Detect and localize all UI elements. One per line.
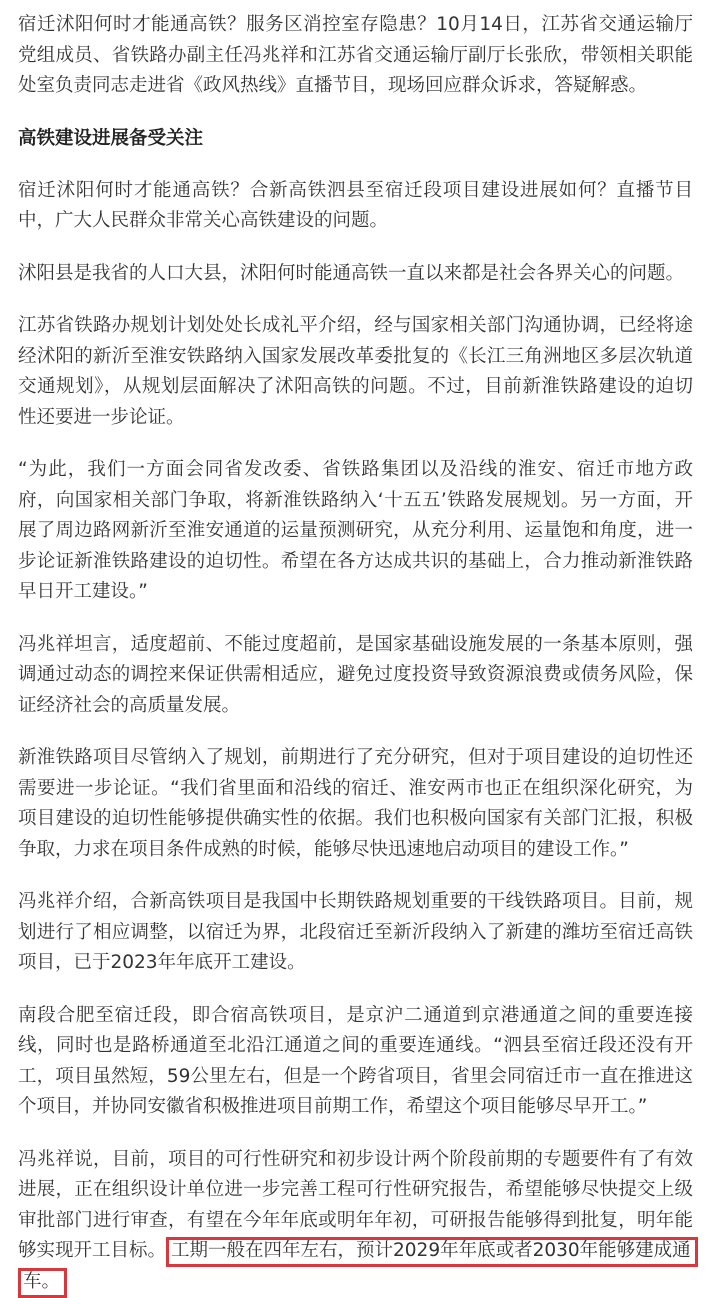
paragraph: 宿迁沭阳何时才能通高铁？合新高铁泗县至宿迁段项目建设进展如何？直播节目中，广大人民群众非常关心高铁建设的问题。: [18, 179, 693, 231]
paragraph: 江苏省铁路办规划计划处处长成礼平介绍，经与国家相关部门沟通协调，已经将途经沭阳的新沂至淮安铁路纳入国家发展改革委批复的《长江三角洲地区多层次轨道交通规划》，从规划层面解决了沭阳高铁的问题。不过，目前新淮铁路建设的迫切性还要进一步论证。: [18, 315, 693, 428]
paragraph-final: [18, 1145, 693, 1298]
paragraph: 冯兆祥介绍，合新高铁项目是我国中长期铁路规划重要的干线铁路项目。目前，规划进行了相应调整，以宿迁为界，北段宿迁至新沂段纳入了新建的潍坊至宿迁高铁项目，已于2023年年底开工建设。: [18, 891, 693, 973]
highlighted-sentence: 工期一般在四年左右，预计2029年年底或者2030年能够建成通车。: [18, 1237, 698, 1298]
paragraph-intro: 宿迁沭阳何时才能通高铁？服务区消控室存隐患？10月14日，江苏省交通运输厅党组成员、省铁路办副主任冯兆祥和江苏省交通运输厅副厅长张欣，带领相关职能处室负责同志走进省《政风热线》直播节目，现场回应群众诉求，答疑解惑。: [18, 14, 693, 96]
paragraph-quote: 南段合肥至宿迁段，即合宿高铁项目，是京沪二通道到京港通道之间的重要连接线，同时也是路桥通道至北沿江通道之间的重要连通线。“泗县至宿迁段还没有开工，项目虽然短，59公里左右，但是一个跨省项目，省里会同宿迁市一直在推进这个项目，并协同安徽省积极推进项目前期工作，希望这个项目能够尽早开工。”: [18, 1004, 693, 1117]
paragraph-quote: 新淮铁路项目尽管纳入了规划，前期进行了充分研究，但对于项目建设的迫切性还需要进一步论证。“我们省里面和沿线的宿迁、淮安两市也正在组织深化研究，为项目建设的迫切性能够提供确实性的依据。我们也积极向国家有关部门汇报，积极争取，力求在项目条件成熟的时候，能够尽快迅速地启动项目的建设工作。”: [18, 747, 693, 860]
section-heading: 高铁建设进展备受关注: [18, 127, 204, 149]
paragraph: 冯兆祥坦言，适度超前、不能过度超前，是国家基础设施发展的一条基本原则，强调通过动态的调控来保证供需相适应，避免过度投资导致资源浪费或债务风险，保证经济社会的高质量发展。: [18, 633, 693, 716]
paragraph-final-text: 冯兆祥说，目前，项目的可行性研究和初步设计两个阶段前期的专题要件有了有效进展，正在组织设计单位进一步完善工程可行性研究报告，希望能够尽快提交上级审批部门进行审查，有望在今年年底或明年年初，可研报告能够得到批复，明年能够实现开工目标。: [18, 1148, 693, 1261]
paragraph-quote: “为此，我们一方面会同省发改委、省铁路集团以及沿线的淮安、宿迁市地方政府，向国家相关部门争取，将新淮铁路纳入‘十五五’铁路发展规划。另一方面，开展了周边路网新沂至淮安通道的运量预测研究，从充分利用、运量饱和角度，进一步论证新淮铁路建设的迫切性。希望在各方达成共识的基础上，合力推动新淮铁路早日开工建设。”: [18, 459, 693, 602]
paragraph: 沭阳县是我省的人口大县，沭阳何时能通高铁一直以来都是社会各界关心的问题。: [18, 262, 685, 284]
